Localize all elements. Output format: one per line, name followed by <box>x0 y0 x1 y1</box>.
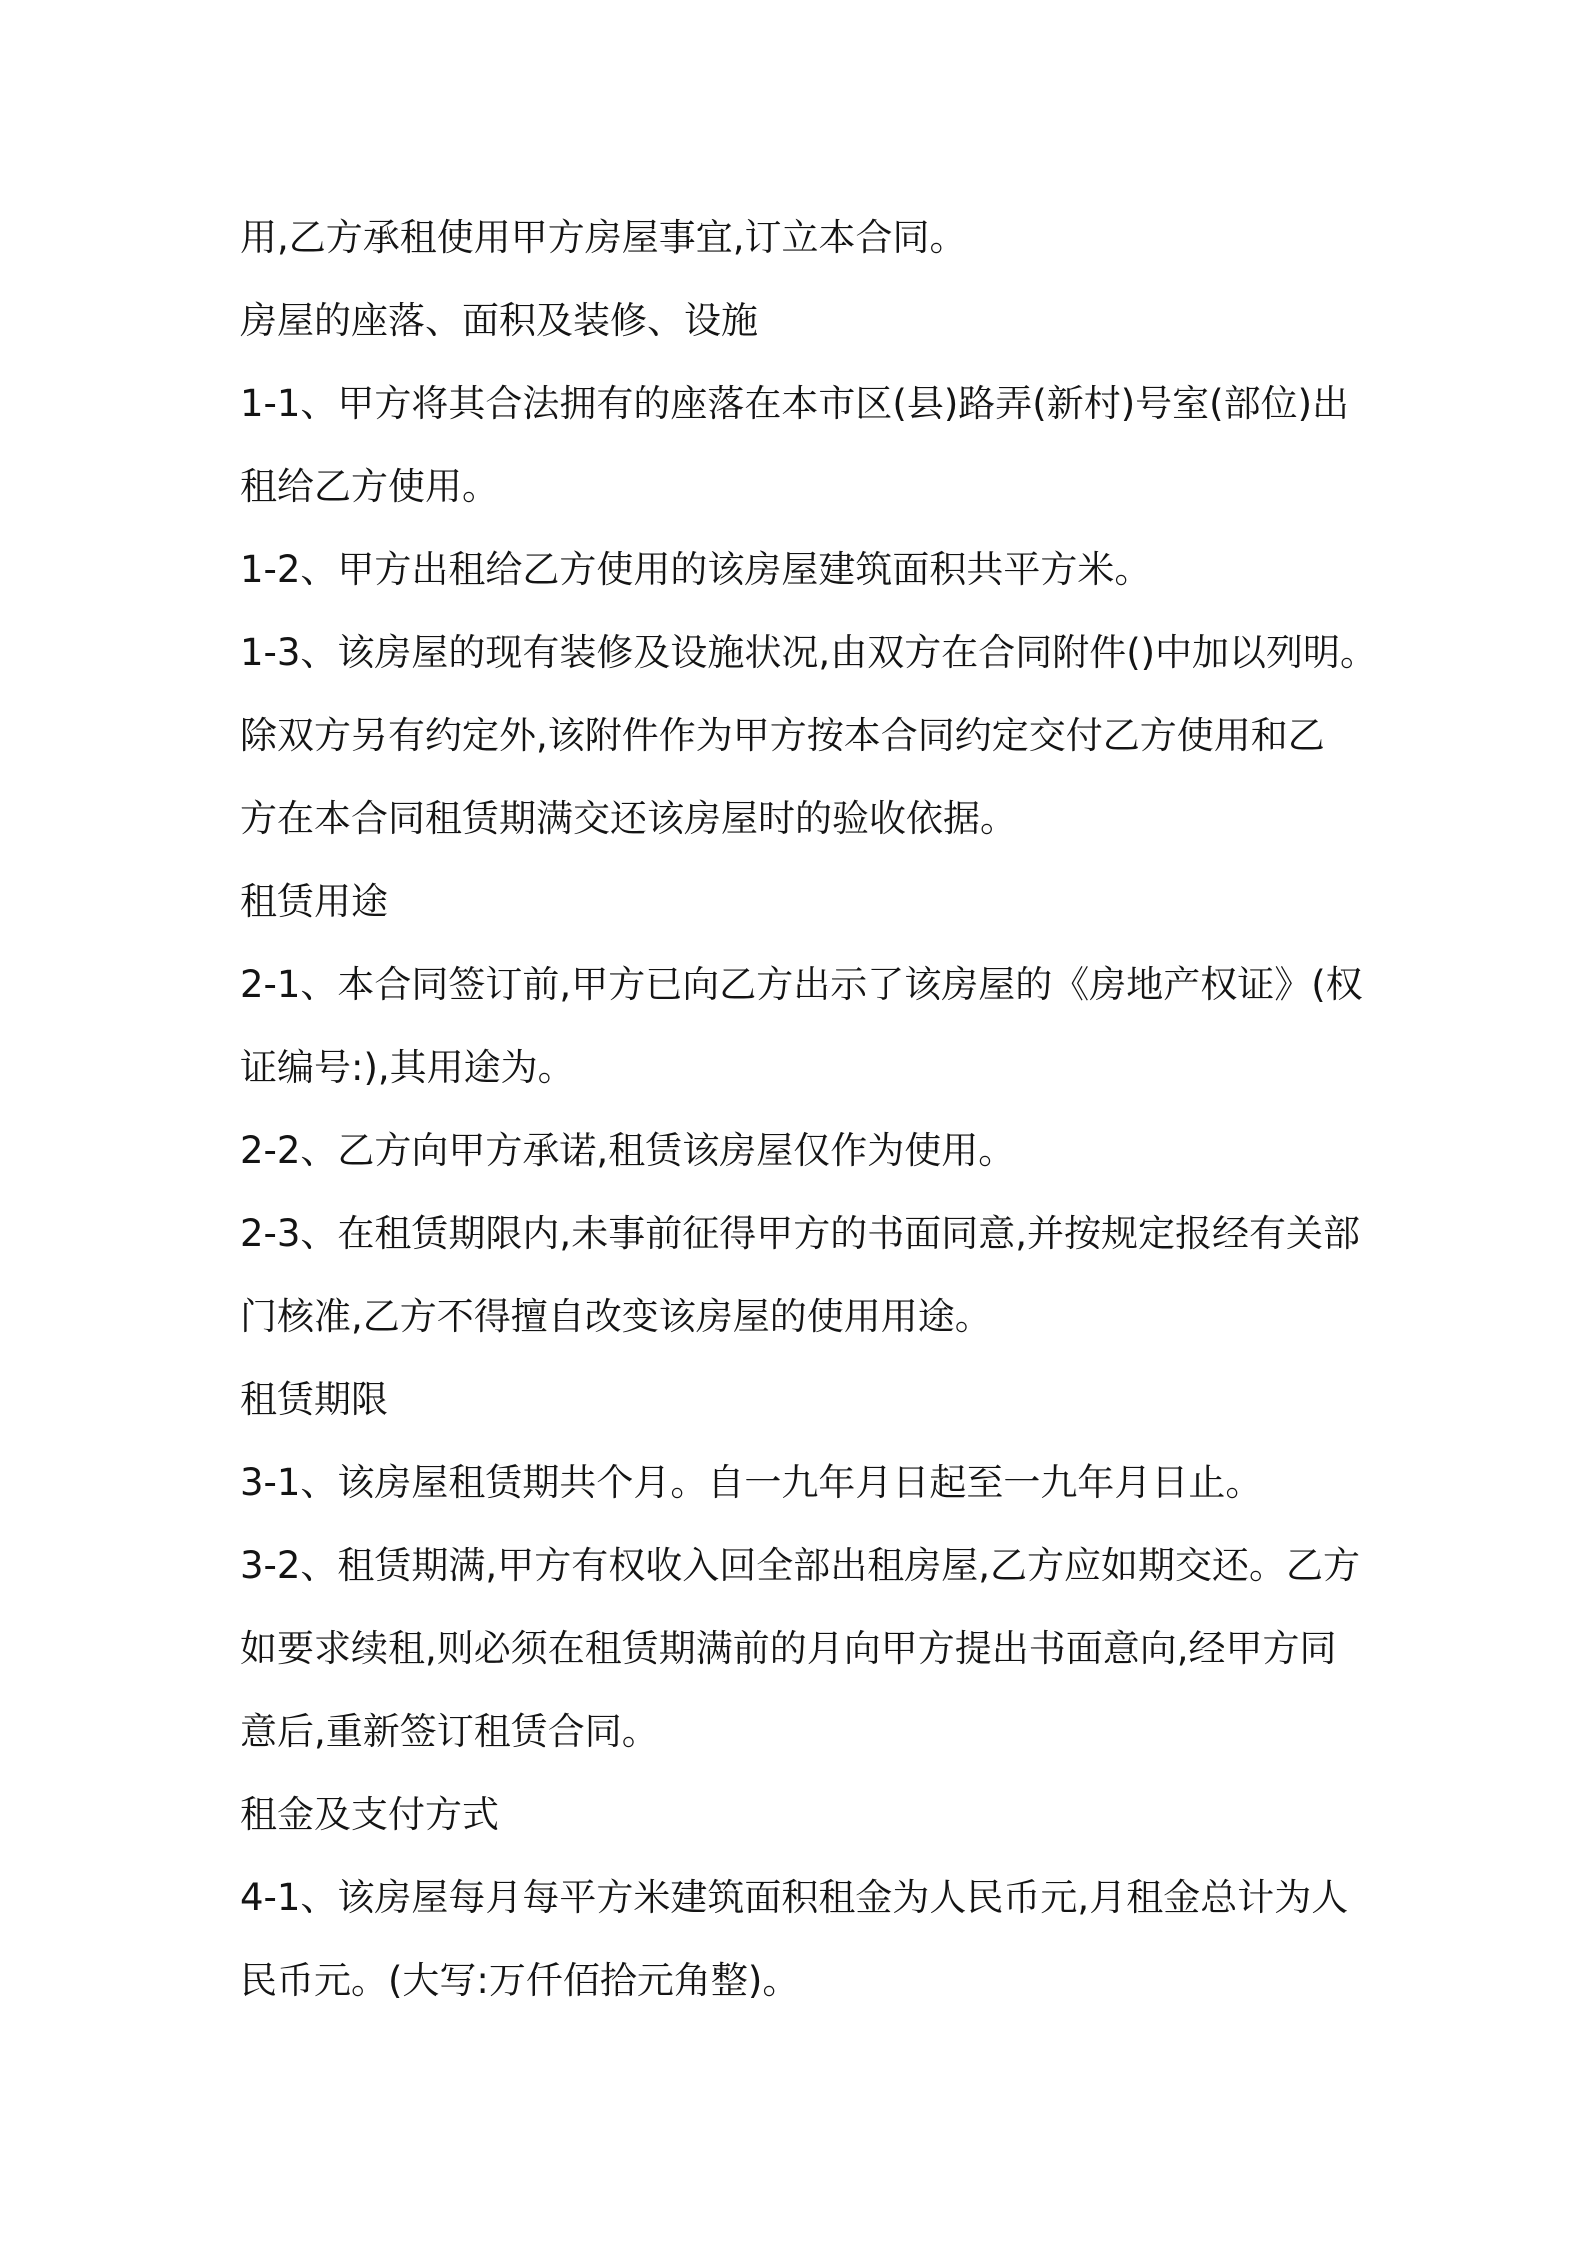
text-line: 意后,重新签订租赁合同。 <box>240 1710 659 1753</box>
text-line: 1-3、该房屋的现有装修及设施状况,由双方在合同附件()中加以列明。 <box>240 631 1378 674</box>
text-line: 租给乙方使用。 <box>240 465 499 508</box>
text-line: 1-2、甲方出租给乙方使用的该房屋建筑面积共平方米。 <box>240 548 1152 591</box>
text-line: 除双方另有约定外,该附件作为甲方按本合同约定交付乙方使用和乙 <box>240 714 1325 757</box>
text-line: 如要求续租,则必须在租赁期满前的月向甲方提出书面意向,经甲方同 <box>240 1627 1337 1670</box>
contract-text <box>240 196 1380 2022</box>
text-line: 3-2、租赁期满,甲方有权收入回全部出租房屋,乙方应如期交还。乙方 <box>240 1544 1360 1587</box>
text-line: 方在本合同租赁期满交还该房屋时的验收依据。 <box>240 797 1017 840</box>
text-line: 民币元。(大写:万仟佰拾元角整)。 <box>240 1959 800 2002</box>
text-line: 1-1、甲方将其合法拥有的座落在本市区(县)路弄(新村)号室(部位)出 <box>240 382 1350 425</box>
section-heading: 租赁期限 <box>240 1378 388 1421</box>
text-line: 用,乙方承租使用甲方房屋事宜,订立本合同。 <box>240 216 967 259</box>
section-heading: 租金及支付方式 <box>240 1793 499 1836</box>
text-line: 3-1、该房屋租赁期共个月。自一九年月日起至一九年月日止。 <box>240 1461 1263 1504</box>
section-heading: 房屋的座落、面积及装修、设施 <box>240 299 758 342</box>
section-heading: 租赁用途 <box>240 880 388 923</box>
text-line: 2-3、在租赁期限内,未事前征得甲方的书面同意,并按规定报经有关部 <box>240 1212 1360 1255</box>
text-line: 2-1、本合同签订前,甲方已向乙方出示了该房屋的《房地产权证》(权 <box>240 963 1363 1006</box>
text-line: 2-2、乙方向甲方承诺,租赁该房屋仅作为使用。 <box>240 1129 1016 1172</box>
text-line: 4-1、该房屋每月每平方米建筑面积租金为人民币元,月租金总计为人 <box>240 1876 1349 1919</box>
text-line: 门核准,乙方不得擅自改变该房屋的使用用途。 <box>240 1295 992 1338</box>
text-line: 证编号:),其用途为。 <box>240 1046 575 1089</box>
